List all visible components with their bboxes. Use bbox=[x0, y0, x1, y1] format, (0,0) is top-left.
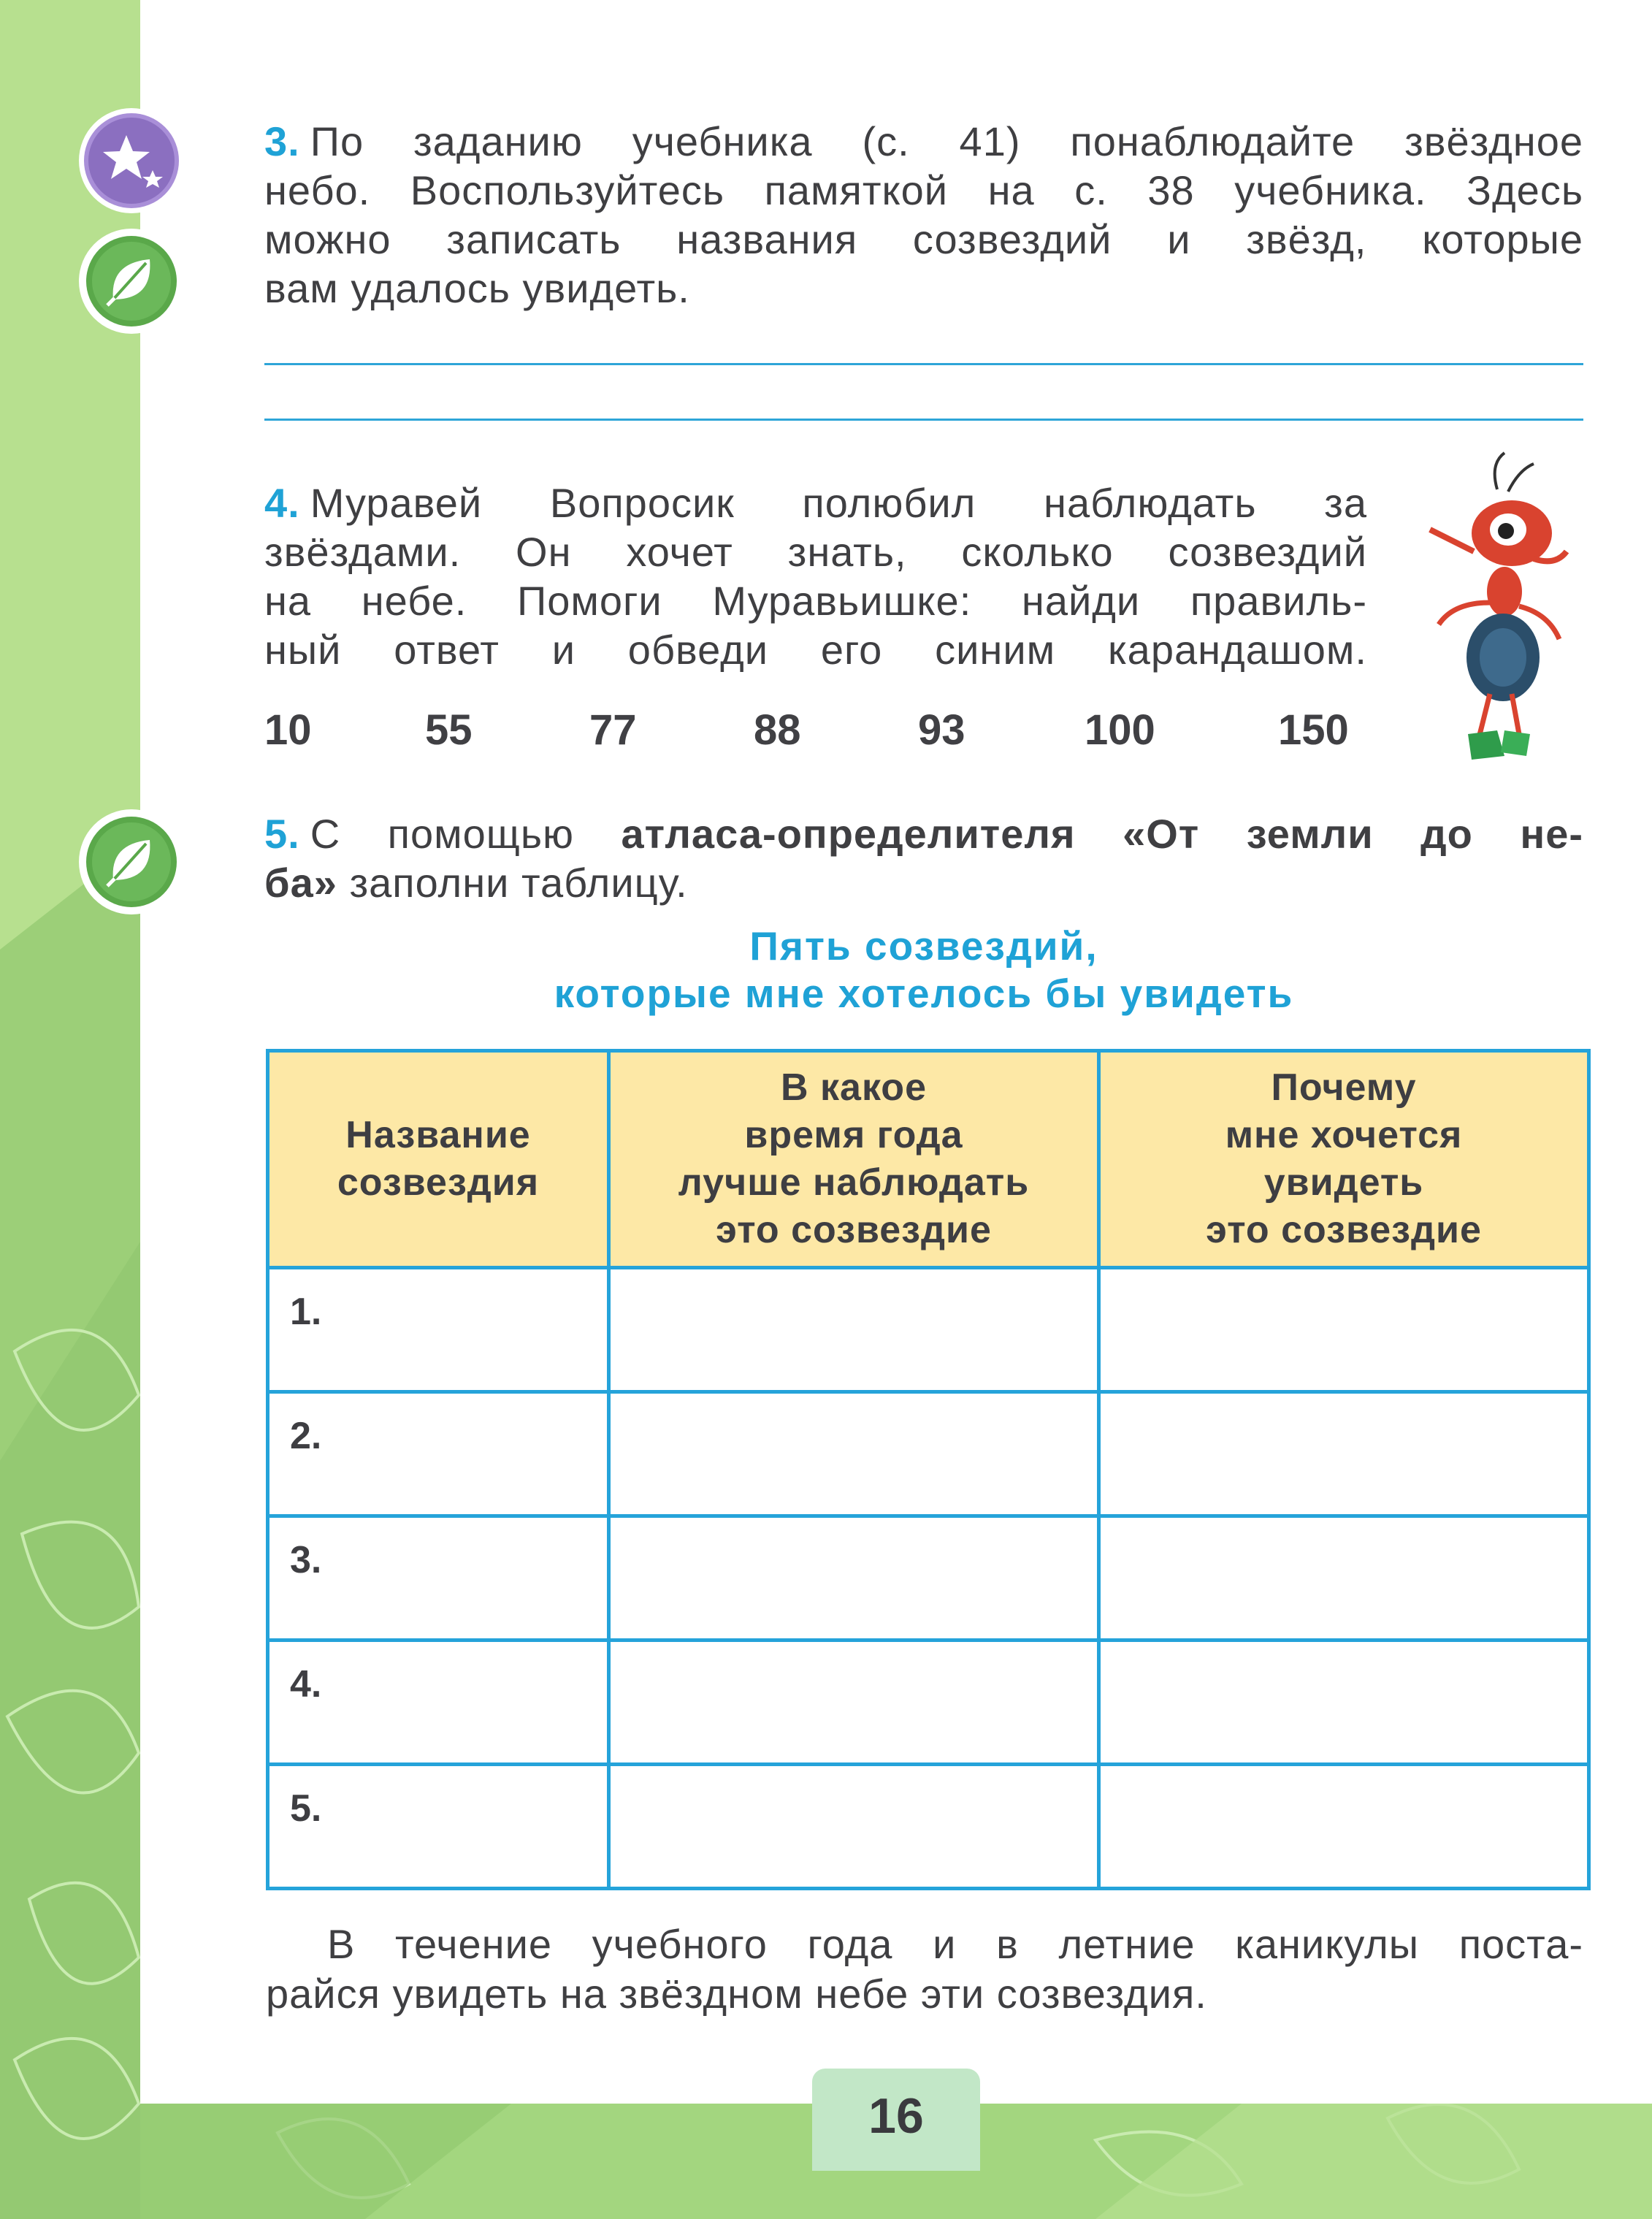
task-3-line: По заданию учебника (с. 41) понаблюдайте звёздное bbox=[310, 118, 1583, 164]
answer-choice[interactable]: 88 bbox=[754, 706, 801, 754]
task-5 bbox=[264, 809, 1583, 907]
star-badge-icon bbox=[77, 106, 186, 215]
header-line: созвездия bbox=[337, 1161, 540, 1204]
season-cell[interactable] bbox=[609, 1392, 1099, 1516]
name-cell[interactable] bbox=[268, 1268, 609, 1392]
task-5-number: 5. bbox=[264, 811, 300, 857]
leaf-badge-icon bbox=[77, 807, 186, 917]
task-3-line: можно записать названия созвездий и звёзд, которые bbox=[264, 216, 1583, 262]
answer-choices bbox=[264, 706, 1367, 764]
season-cell[interactable] bbox=[609, 1765, 1099, 1889]
task-4-line: звёздами. Он хочет знать, сколько созвездий bbox=[264, 529, 1367, 575]
footer-line: райся увидеть на звёздном небе эти созвездия. bbox=[266, 1971, 1207, 2017]
row-number: 4. bbox=[290, 1663, 322, 1706]
reason-cell[interactable] bbox=[1099, 1641, 1589, 1765]
header-line: это созвездие bbox=[716, 1209, 992, 1251]
answer-line[interactable] bbox=[264, 419, 1583, 421]
task-3-line: небо. Воспользуйтесь памяткой на с. 38 учебника. Здесь bbox=[264, 167, 1583, 213]
answer-choice[interactable]: 10 bbox=[264, 706, 312, 754]
task-4-number: 4. bbox=[264, 480, 300, 526]
table-row bbox=[268, 1268, 1589, 1392]
task-4-line: Муравей Вопросик полюбил наблюдать за bbox=[310, 480, 1367, 526]
answer-choice[interactable]: 77 bbox=[589, 706, 637, 754]
page-number-tab bbox=[812, 2069, 980, 2171]
footer-line: В течение учебного года и в летние каникулы поста- bbox=[327, 1921, 1583, 1967]
table-caption: Пять созвездий, bbox=[749, 923, 1098, 969]
header-line: лучше наблюдать bbox=[678, 1161, 1030, 1204]
answer-line[interactable] bbox=[264, 363, 1583, 365]
header-line: Почему bbox=[1271, 1066, 1417, 1109]
table-row bbox=[268, 1765, 1589, 1889]
reason-cell[interactable] bbox=[1099, 1392, 1589, 1516]
season-cell[interactable] bbox=[609, 1516, 1099, 1641]
task-5-bold-text: атласа-определителя «От земли до не- bbox=[621, 811, 1583, 857]
row-number: 5. bbox=[290, 1787, 322, 1830]
header-name bbox=[268, 1051, 609, 1268]
task-4-line: на небе. Помоги Муравьишке: найди правиль- bbox=[264, 578, 1367, 624]
leaf-badge-icon bbox=[77, 226, 186, 336]
task-4-line: ный ответ и обведи его синим карандашом. bbox=[264, 627, 1367, 673]
task-5-text: заполни таблицу. bbox=[349, 860, 688, 906]
name-cell[interactable] bbox=[268, 1516, 609, 1641]
table-row bbox=[268, 1516, 1589, 1641]
table-caption: которые мне хотелось бы увидеть bbox=[554, 971, 1294, 1016]
footer-note bbox=[266, 1920, 1583, 2019]
page-number: 16 bbox=[868, 2088, 924, 2144]
reason-cell[interactable] bbox=[1099, 1268, 1589, 1392]
task-5-text: С помощью bbox=[310, 811, 575, 857]
task-3-number: 3. bbox=[264, 118, 300, 164]
reason-cell[interactable] bbox=[1099, 1765, 1589, 1889]
name-cell[interactable] bbox=[268, 1765, 609, 1889]
constellations-table bbox=[266, 1049, 1591, 1890]
header-line: время года bbox=[744, 1114, 963, 1156]
answer-choice[interactable]: 100 bbox=[1085, 706, 1155, 754]
name-cell[interactable] bbox=[268, 1641, 609, 1765]
header-line: В какое bbox=[781, 1066, 927, 1109]
name-cell[interactable] bbox=[268, 1392, 609, 1516]
task-3-line: вам удалось увидеть. bbox=[264, 265, 690, 311]
reason-cell[interactable] bbox=[1099, 1516, 1589, 1641]
header-line: увидеть bbox=[1263, 1161, 1424, 1204]
row-number: 2. bbox=[290, 1415, 322, 1457]
table-row bbox=[268, 1641, 1589, 1765]
answer-choice[interactable]: 55 bbox=[425, 706, 473, 754]
header-line: мне хочется bbox=[1225, 1114, 1463, 1156]
task-4 bbox=[264, 478, 1367, 674]
header-season bbox=[609, 1051, 1099, 1268]
row-number: 3. bbox=[290, 1539, 322, 1581]
table-header-row bbox=[268, 1051, 1589, 1268]
answer-choice[interactable]: 150 bbox=[1278, 706, 1349, 754]
task-3 bbox=[264, 117, 1583, 313]
task-5-bold-text: ба» bbox=[264, 860, 337, 906]
answer-choice[interactable]: 93 bbox=[918, 706, 965, 754]
ant-character-icon bbox=[1417, 449, 1570, 763]
season-cell[interactable] bbox=[609, 1641, 1099, 1765]
header-line: это созвездие bbox=[1206, 1209, 1482, 1251]
season-cell[interactable] bbox=[609, 1268, 1099, 1392]
header-line: Название bbox=[345, 1114, 531, 1156]
header-reason bbox=[1099, 1051, 1589, 1268]
table-row bbox=[268, 1392, 1589, 1516]
row-number: 1. bbox=[290, 1291, 322, 1333]
